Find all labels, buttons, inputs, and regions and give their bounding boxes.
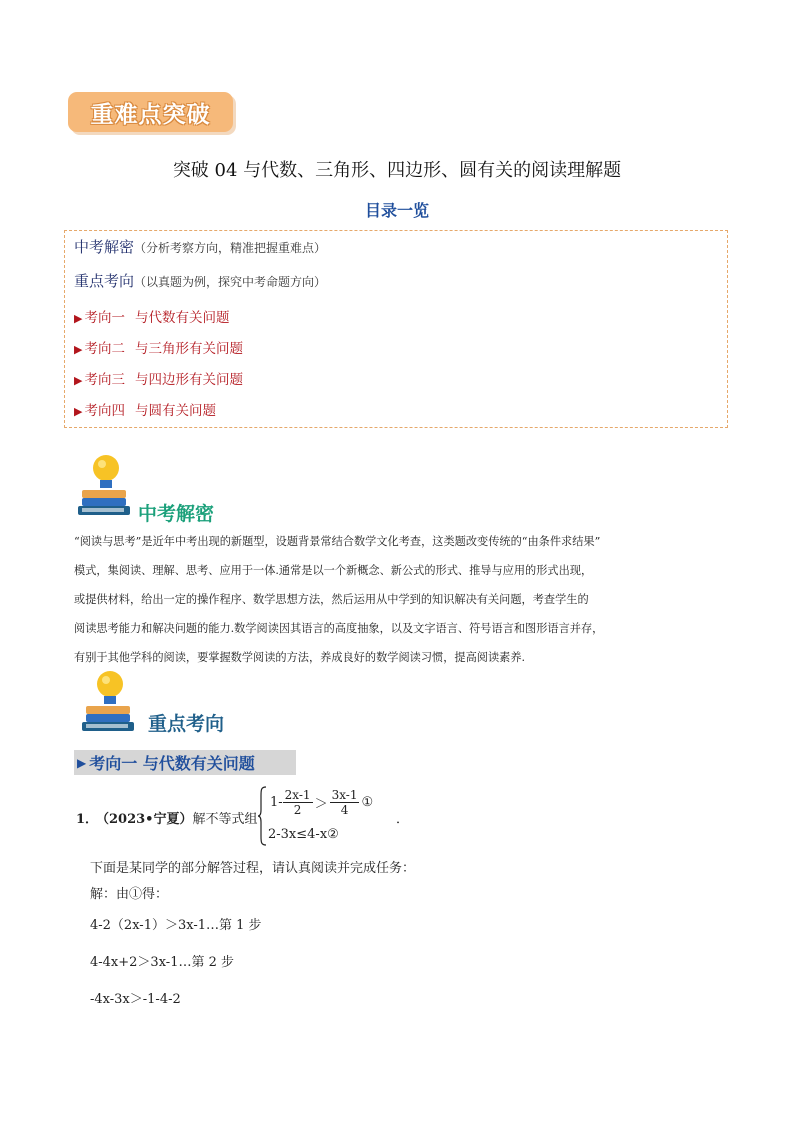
toc-item-4[interactable] [74, 399, 216, 419]
solution-step-2: 4-4x+2＞3x-1…第 2 步 [90, 955, 235, 970]
toc-item-text: 与圆有关问题 [134, 403, 216, 419]
toc-item-text: 与四边形有关问题 [134, 372, 243, 388]
toc-heading: 目录一览 [364, 201, 429, 220]
paragraph-line: 阅读思考能力和解决问题的能力.数学阅读因其语言的高度抽象，以及文字语言、符号语言和图形语言并存， [74, 622, 604, 635]
fraction-numerator: 2x-1 [284, 788, 311, 802]
paragraph-line: “阅读与思考”是近年中考出现的新题型，设题背景常结合数学文化考查，这类题改变传统的“由条件求结果” [74, 535, 601, 548]
fraction [330, 788, 360, 817]
triangle-right-icon: ▶ [74, 374, 83, 387]
direction-banner [74, 750, 296, 775]
toc-item-prefix: 考向一 [84, 310, 125, 326]
triangle-right-icon: ▶ [74, 343, 83, 356]
direction-title: 考向一 与代数有关问题 [89, 754, 255, 773]
toc-item-1[interactable] [74, 306, 229, 326]
ineq1-mark: ① [361, 795, 374, 810]
fraction-numerator: 3x-1 [331, 788, 358, 802]
fraction-denominator: 2 [293, 803, 302, 817]
toc-line-analysis[interactable] [74, 236, 326, 257]
toc-item-prefix: 考向三 [84, 372, 125, 388]
paragraph-line: 或提供材料，给出一定的操作程序、数学思想方法，然后运用从中学到的知识解决有关问题，考查学生的 [74, 593, 589, 606]
toc-line-directions[interactable] [74, 270, 326, 291]
question-source-tag: （2023•宁夏） [96, 812, 193, 827]
toc-item-prefix: 考向四 [84, 403, 125, 419]
lightbulb-books-icon [80, 668, 140, 738]
section-label-analysis: 中考解密 [138, 503, 215, 525]
brace-icon [257, 786, 267, 846]
toc-link-directions[interactable]: 重点考向 [74, 272, 135, 290]
question-stem: 解不等式组 [192, 812, 258, 827]
question-end: ． [396, 812, 410, 827]
question-intro: 下面是某同学的部分解答过程，请认真阅读并完成任务： [90, 861, 416, 876]
question-source [96, 808, 258, 827]
analysis-paragraph [74, 527, 734, 672]
page-title: 突破 04 与代数、三角形、四边形、圆有关的阅读理解题 [172, 160, 622, 181]
toc-subtext: （以真题为例，探究中考命题方向） [134, 275, 327, 289]
toc-item-text: 与三角形有关问题 [134, 341, 243, 357]
fraction-denominator: 4 [340, 803, 349, 817]
toc-subtext: （分析考察方向，精准把握重难点） [134, 241, 327, 255]
solution-head: 解：由①得： [90, 887, 169, 902]
solution-step-1: 4-2（2x-1）＞3x-1…第 1 步 [90, 918, 262, 933]
triangle-right-icon: ▶ [77, 755, 87, 770]
section-badge: 重难点突破 [68, 92, 233, 132]
fraction [283, 788, 313, 817]
toc-item-prefix: 考向二 [84, 341, 125, 357]
inequality-1 [270, 788, 373, 817]
paragraph-line: 有别于其他学科的阅读，要掌握数学阅读的方法，养成良好的数学阅读习惯，提高阅读素养. [74, 651, 526, 664]
section-label-directions: 重点考向 [148, 713, 225, 735]
paragraph-line: 模式，集阅读、理解、思考、应用于一体.通常是以一个新概念、新公式的形式、推导与应用的形式出现， [74, 564, 593, 577]
toc-item-3[interactable] [74, 368, 243, 388]
question-number: 1． [76, 812, 99, 827]
solution-step-3: -4x-3x＞-1-4-2 [90, 992, 181, 1007]
ineq2-mark: ② [327, 827, 339, 842]
ineq1-left: 1- [270, 795, 283, 810]
ineq2-expression: 2-3x≤4-x [268, 827, 328, 842]
ineq1-operator: ＞ [314, 797, 328, 812]
triangle-right-icon: ▶ [74, 405, 83, 418]
triangle-right-icon: ▶ [74, 312, 83, 325]
toc-link-analysis[interactable]: 中考解密 [74, 238, 135, 256]
toc-item-text: 与代数有关问题 [134, 310, 230, 326]
lightbulb-books-icon [76, 452, 136, 522]
toc-item-2[interactable] [74, 337, 243, 357]
inequality-2 [268, 827, 339, 842]
